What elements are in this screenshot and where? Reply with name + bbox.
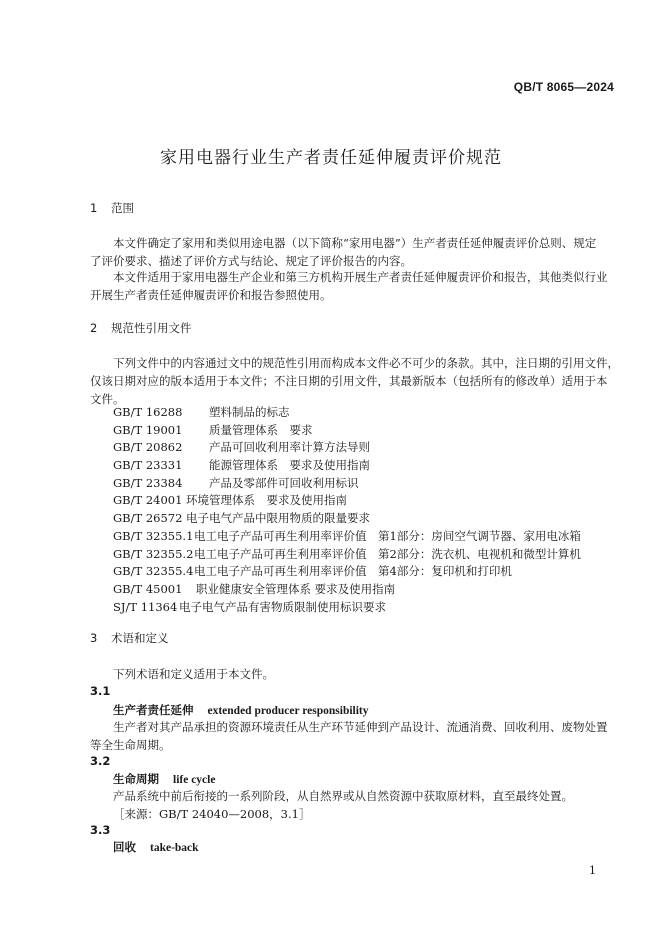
term-zh: 回收 [113,840,136,854]
reference-item [113,475,581,493]
reference-code: SJ/T 11364 [113,599,178,614]
term-heading [113,839,199,855]
text-line: 下列术语和定义适用于本文件。 [113,667,274,681]
scope-paragraph-2 [90,268,618,304]
standard-code: QB/T 8065—2024 [513,80,614,94]
reference-title: 质量管理体系 要求 [209,422,313,437]
term-number: 3.3 [90,823,111,837]
term-heading [113,702,369,718]
reference-item [113,492,581,510]
reference-title: 电工电子产品可再生利用率评价值 第4部分：复印机和打印机 [194,564,512,579]
term-number: 3.2 [90,754,111,768]
text-line: 生产者对其产品承担的资源环境责任从生产环节延伸到产品设计、流通消费、回收利用、废物处置 [113,720,608,734]
reference-title: 产品可回收利用率计算方法导则 [209,440,370,455]
reference-item [113,404,581,422]
term-number: 3.1 [90,684,111,698]
section-3-heading [90,630,169,646]
section-number: 1 [90,201,98,215]
term-source: ［来源：GB/T 24040—2008，3.1］ [113,807,311,821]
reference-code: GB/T 23384 [113,475,183,490]
reference-list [113,404,581,616]
text-line: 开展生产者责任延伸履责评价和报告参照使用。 [90,288,332,302]
reference-item [113,457,581,475]
term-zh: 生产者责任延伸 [113,703,194,717]
reference-title: 电工电子产品可再生利用率评价值 第1部分：房间空气调节器、家用电冰箱 [194,528,581,543]
reference-code: GB/T 19001 [113,422,183,437]
scope-paragraph-1 [90,234,618,270]
reference-title: 电子电气产品有害物质限制使用标识要求 [179,599,386,614]
reference-code: GB/T 23331 [113,458,183,473]
text-line: 等全生命周期。 [90,738,171,752]
reference-item [113,510,581,528]
reference-title: 塑料制品的标志 [209,405,290,419]
text-line: 本文件适用于家用电器生产企业和第三方机构开展生产者责任延伸履责评价和报告，其他类似行业 [113,270,608,284]
reference-code: GB/T 20862 [113,440,183,455]
reference-item [113,563,581,581]
terms-intro [90,665,618,683]
section-number: 3 [90,631,98,645]
term-definition [90,787,618,823]
reference-code: GB/T 32355.1 [113,528,194,543]
reference-item [113,528,581,546]
section-title: 术语和定义 [111,631,169,645]
reference-code: GB/T 32355.2 [113,546,194,561]
reference-title: 职业健康安全管理体系 要求及使用指南 [196,581,396,596]
term-en: take-back [150,842,199,854]
reference-code: GB/T 26572 [113,511,183,526]
term-zh: 生命周期 [113,772,159,786]
reference-code: GB/T 16288 [113,405,183,419]
term-heading [113,771,215,787]
reference-item [113,581,581,599]
text-line: 下列文件中的内容通过文中的规范性引用而构成本文件必不可少的条款。其中，注日期的引用文件， [113,356,619,370]
document-title: 家用电器行业生产者责任延伸履责评价规范 [160,148,502,168]
section-number: 2 [90,321,98,335]
reference-code: GB/T 32355.4 [113,564,194,579]
term-en: life cycle [173,774,216,786]
reference-item [113,599,581,617]
reference-title: 能源管理体系 要求及使用指南 [209,458,370,473]
reference-item [113,422,581,440]
reference-item [113,439,581,457]
term-en: extended producer responsibility [207,705,369,717]
term-definition [90,718,618,754]
reference-code: GB/T 24001 [113,493,183,508]
reference-code: GB/T 45001 [113,581,183,596]
section-title: 规范性引用文件 [111,321,192,335]
reference-title: 产品及零部件可回收利用标识 [209,475,359,490]
text-line: 仅该日期对应的版本适用于本文件；不注日期的引用文件，其最新版本（包括所有的修改单）适用于本 [90,374,608,388]
text-line: 本文件确定了家用和类似用途电器（以下简称“家用电器”）生产者责任延伸履责评价总则、规定 [113,236,597,250]
reference-title: 电工电子产品可再生利用率评价值 第2部分：洗衣机、电视机和微型计算机 [194,546,581,561]
text-line: 文件。 [90,392,125,406]
reference-title: 环境管理体系 要求及使用指南 [186,493,347,508]
reference-title: 电子电气产品中限用物质的限量要求 [186,511,370,526]
text-line: 产品系统中前后衔接的一系列阶段，从自然界或从自然资源中获取原材料，直至最终处置。 [113,789,573,803]
reference-item [113,546,581,564]
section-2-heading [90,320,192,336]
page-number: 1 [589,864,596,877]
normative-intro [90,354,618,408]
text-line: 了评价要求、描述了评价方式与结论、规定了评价报告的内容。 [90,254,412,268]
section-1-heading [90,200,134,216]
section-title: 范围 [111,201,134,215]
